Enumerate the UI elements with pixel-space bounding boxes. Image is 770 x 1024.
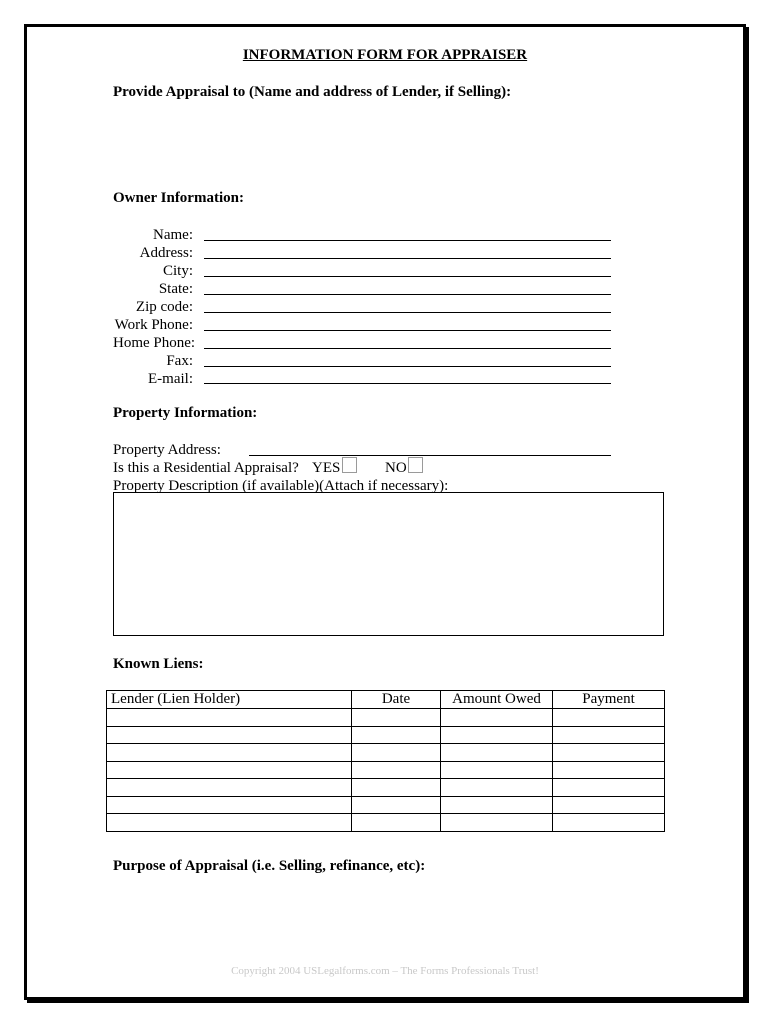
address-label: Address: [139,245,193,261]
table-row [107,761,665,779]
payment-cell[interactable] [553,814,665,832]
table-row [107,814,665,832]
amount-owed-cell[interactable] [441,761,553,779]
purpose-of-appraisal-heading: Purpose of Appraisal (i.e. Selling, refinance, etc): [113,858,426,874]
table-row [107,744,665,762]
table-row [107,709,665,727]
table-row [107,726,665,744]
lender-cell[interactable] [107,744,352,762]
date-cell[interactable] [352,779,441,797]
date-cell[interactable] [352,726,441,744]
property-address-label: Property Address: [113,442,221,458]
home-phone-label: Home Phone: [113,335,196,351]
date-cell[interactable] [352,814,441,832]
lender-cell[interactable] [107,761,352,779]
lender-header: Lender (Lien Holder) [107,691,352,709]
lender-cell[interactable] [107,709,352,727]
lender-cell[interactable] [107,726,352,744]
work-phone-label: Work Phone: [114,317,193,333]
date-header: Date [352,691,441,709]
form-title: INFORMATION FORM FOR APPRAISER [242,47,528,63]
amount-owed-cell[interactable] [441,796,553,814]
email-field[interactable] [204,383,611,384]
lender-cell[interactable] [107,796,352,814]
property-description-label: Property Description (if available)(Attach if necessary): [113,478,449,494]
property-address-field[interactable] [249,455,611,456]
property-information-heading: Property Information: [113,405,258,421]
amount-owed-cell[interactable] [441,779,553,797]
owner-information-heading: Owner Information: [113,190,244,206]
copyright-footer: Copyright 2004 USLegalforms.com – The Forms Professionals Trust! [231,965,539,977]
liens-table [106,690,665,832]
lender-cell[interactable] [107,779,352,797]
yes-label: YES [312,460,341,476]
amount-owed-cell[interactable] [441,709,553,727]
zip-code-field[interactable] [204,312,611,313]
yes-checkbox[interactable] [342,457,357,473]
payment-cell[interactable] [553,744,665,762]
payment-cell[interactable] [553,709,665,727]
state-label: State: [158,281,193,297]
state-field[interactable] [204,294,611,295]
payment-cell[interactable] [553,779,665,797]
lender-cell[interactable] [107,814,352,832]
fax-label: Fax: [166,353,193,369]
name-field[interactable] [204,240,611,241]
property-description-box[interactable] [113,492,664,636]
address-field[interactable] [204,258,611,259]
payment-cell[interactable] [553,761,665,779]
provide-appraisal-heading: Provide Appraisal to (Name and address of Lender, if Selling): [113,84,512,100]
known-liens-heading: Known Liens: [113,656,204,672]
email-label: E-mail: [148,371,193,387]
no-checkbox[interactable] [408,457,423,473]
payment-cell[interactable] [553,726,665,744]
city-field[interactable] [204,276,611,277]
amount-owed-header: Amount Owed [441,691,553,709]
date-cell[interactable] [352,709,441,727]
city-label: City: [162,263,193,279]
table-row [107,796,665,814]
residential-question: Is this a Residential Appraisal? [113,460,299,476]
name-label: Name: [153,227,193,243]
date-cell[interactable] [352,761,441,779]
no-label: NO [385,460,407,476]
date-cell[interactable] [352,744,441,762]
fax-field[interactable] [204,366,611,367]
zip-code-label: Zip code: [135,299,193,315]
table-row [107,779,665,797]
home-phone-field[interactable] [204,348,611,349]
date-cell[interactable] [352,796,441,814]
amount-owed-cell[interactable] [441,726,553,744]
liens-header-row [107,691,665,709]
amount-owed-cell[interactable] [441,744,553,762]
payment-cell[interactable] [553,796,665,814]
work-phone-field[interactable] [204,330,611,331]
amount-owed-cell[interactable] [441,814,553,832]
payment-header: Payment [553,691,665,709]
